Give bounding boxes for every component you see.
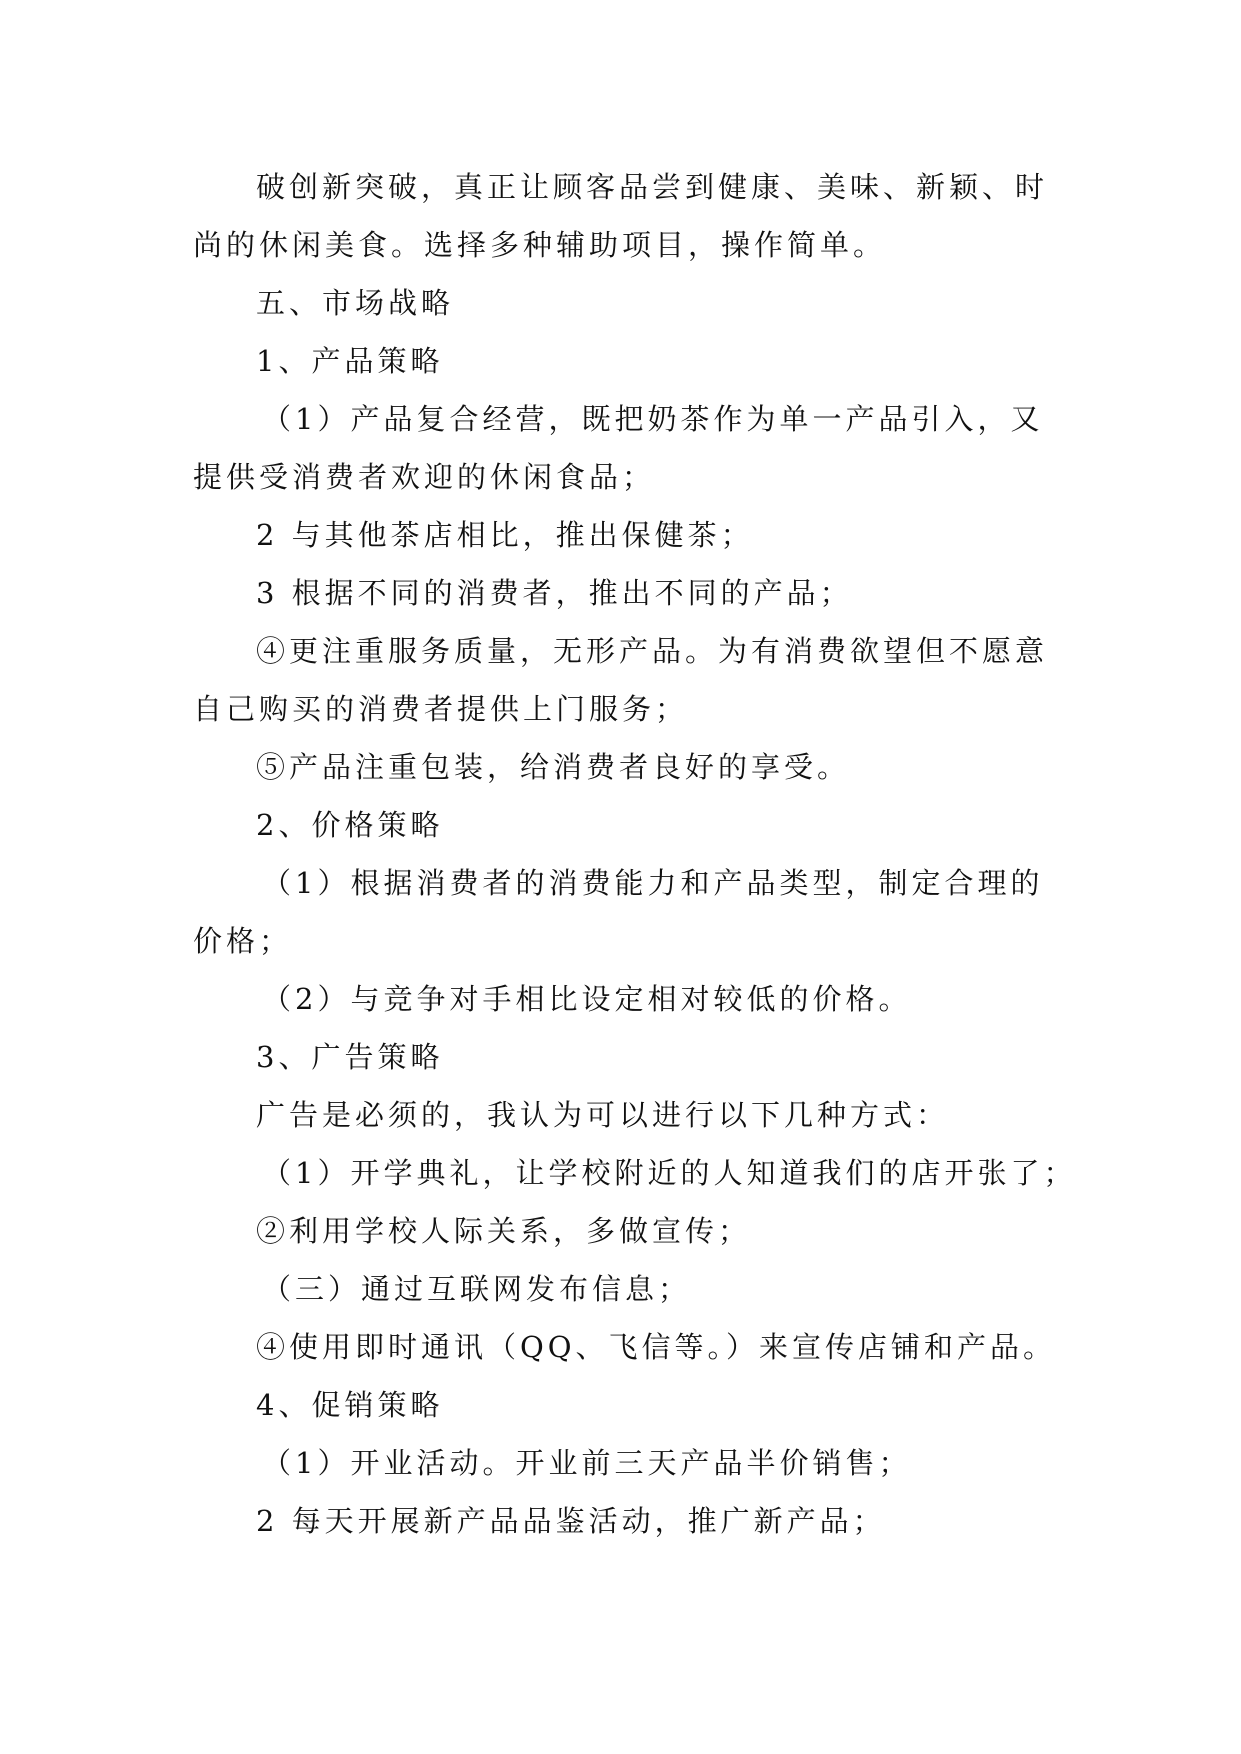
section-heading: 五、市场战略 bbox=[256, 286, 455, 320]
subsection-heading: 4、促销策略 bbox=[256, 1388, 444, 1422]
text-line: 自己购买的消费者提供上门服务； bbox=[193, 692, 689, 726]
text-line: 广告是必须的，我认为可以进行以下几种方式： bbox=[256, 1098, 950, 1132]
text-line: ④使用即时通讯（QQ、飞信等。）来宣传店铺和产品。 bbox=[256, 1330, 1057, 1364]
text-line: 2 与其他茶店相比，推出保健茶； bbox=[256, 518, 754, 552]
text-line: （1）根据消费者的消费能力和产品类型，制定合理的 bbox=[262, 866, 1044, 900]
text-line: （2）与竞争对手相比设定相对较低的价格。 bbox=[262, 982, 912, 1016]
subsection-heading: 1、产品策略 bbox=[256, 344, 444, 378]
text-line: （1）开业活动。开业前三天产品半价销售； bbox=[262, 1446, 912, 1480]
text-line: 尚的休闲美食。选择多种辅助项目，操作简单。 bbox=[193, 228, 887, 262]
subsection-heading: 2、价格策略 bbox=[256, 808, 444, 842]
text-line: 2 每天开展新产品品鉴活动，推广新产品； bbox=[256, 1504, 886, 1538]
text-line: 破创新突破，真正让顾客品尝到健康、美味、新颖、时 bbox=[256, 170, 1049, 204]
text-line: ②利用学校人际关系，多做宣传； bbox=[256, 1214, 752, 1248]
text-line: 价格； bbox=[193, 924, 293, 958]
text-line: 提供受消费者欢迎的休闲食品； bbox=[193, 460, 656, 494]
text-line: （1）开学典礼，让学校附近的人知道我们的店开张了； bbox=[262, 1156, 1077, 1190]
text-line: （1）产品复合经营，既把奶茶作为单一产品引入，又 bbox=[262, 402, 1044, 436]
text-line: ④更注重服务质量，无形产品。为有消费欲望但不愿意 bbox=[256, 634, 1049, 668]
text-line: ⑤产品注重包装，给消费者良好的享受。 bbox=[256, 750, 851, 784]
text-line: （三）通过互联网发布信息； bbox=[262, 1272, 692, 1306]
text-line: 3 根据不同的消费者，推出不同的产品； bbox=[256, 576, 853, 610]
subsection-heading: 3、广告策略 bbox=[256, 1040, 444, 1074]
